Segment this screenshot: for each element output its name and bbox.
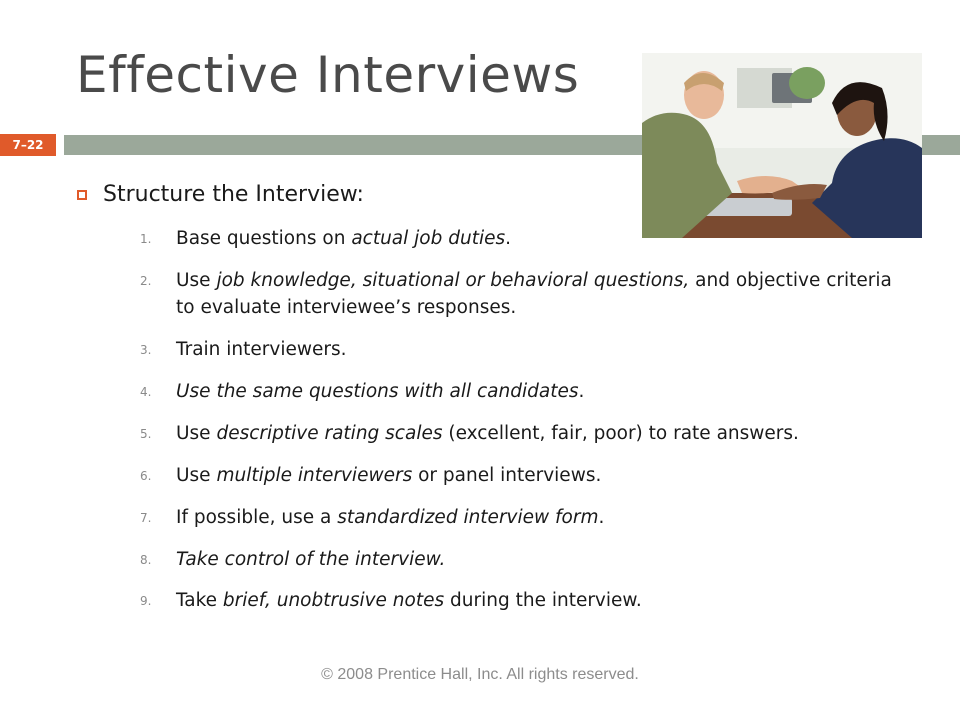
list-item [140,505,900,532]
list-item-number: 2. [140,273,152,288]
plain-text: during the interview. [444,590,642,612]
list-item-number: 7. [140,510,152,525]
plain-text: and objective criteria to evaluate interviewee’s responses. [176,269,892,318]
list-item-number: 4. [140,385,152,400]
plain-text: or panel interviews. [412,464,602,486]
list-item-text [176,379,900,406]
list-item-number: 1. [140,232,152,246]
copyright-footer: © 2008 Prentice Hall, Inc. All rights reserved. [321,666,639,683]
plain-text: (excellent, fair, poor) to rate answers. [442,423,799,445]
list-item-text [176,463,900,490]
emphasis-text: Use the same questions with all candidates [176,381,579,403]
list-item-number: 3. [140,343,152,358]
list-item-number: 8. [140,552,152,567]
plain-text: Use [176,423,217,445]
plain-text: If possible, use a [176,506,338,528]
plain-text: Train interviewers. [176,339,347,361]
list-item-text [176,547,900,574]
square-bullet-icon [77,190,87,200]
main-bullet [77,182,364,207]
list-item [140,337,900,364]
bullet-heading: Structure the Interview: [103,182,364,207]
list-item-text [176,226,900,253]
list-item [140,463,900,490]
emphasis-text: descriptive rating scales [216,423,443,445]
emphasis-text: Take control of the interview. [176,548,446,570]
plain-text: . [505,228,512,249]
slide-title: Effective Interviews [76,46,580,104]
emphasis-text: brief, unobtrusive notes [222,590,445,612]
plain-text: Use [176,269,217,291]
interview-steps-list [140,226,900,630]
plain-text: Base questions on [176,228,352,249]
emphasis-text: job knowledge, situational or behavioral questions, [216,269,690,291]
emphasis-text: actual job duties [351,228,506,249]
list-item-text [176,505,900,532]
list-item-text [176,588,900,615]
list-item-number: 5. [140,427,152,442]
list-item [140,379,900,406]
list-item-text [176,421,900,448]
list-item-number: 9. [140,594,152,609]
list-item [140,268,900,322]
emphasis-text: multiple interviewers [216,464,413,486]
list-item [140,421,900,448]
plain-text: Take [176,590,223,612]
list-item [140,547,900,574]
handshake-photo [642,53,922,238]
list-item [140,226,900,253]
slide-number-badge: 7–22 [0,134,56,156]
plain-text: Use [176,464,217,486]
list-item-number: 6. [140,468,152,483]
plain-text: . [578,381,585,403]
list-item-text [176,337,900,364]
plain-text: . [598,506,605,528]
list-item-text [176,268,900,322]
list-item [140,588,900,615]
emphasis-text: standardized interview form [337,506,599,528]
